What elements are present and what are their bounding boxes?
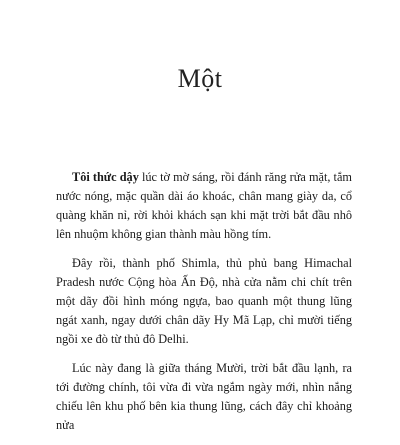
paragraph-2 — [56, 254, 352, 349]
paragraph-lead: Tôi thức dậy — [72, 170, 139, 184]
paragraph-text: lúc tờ mờ sáng, rồi đánh răng rửa mặt, tắm nước nóng, mặc quần dài áo khoác, chân mang giày da, cổ quàng khăn nỉ, rời khỏi khách sạn khi mặt trời bắt đầu nhô lên nhuộm không gian thành màu hồng tím. — [56, 170, 352, 241]
chapter-body — [56, 168, 352, 445]
paragraph-text: Đây rồi, thành phố Shimla, thủ phủ bang Himachal Pradesh nước Cộng hòa Ấn Độ, nhà cửa nằm chi chít trên một dãy đồi hình móng ngựa, bao quanh một thung lũng ngát xanh, ngay dưới chân dãy Hy Mã Lạp, chỉ mười tiếng ngồi xe đò từ thủ đô Delhi. — [56, 256, 352, 346]
paragraph-text: Lúc này đang là giữa tháng Mười, trời bắt đầu lạnh, ra tới đường chính, tôi vừa đi vừa ngắm ngày mới, nhìn nắng chiếu lên khu phố bên kia thung lũng, cách đây chỉ khoảng nửa — [56, 361, 352, 432]
paragraph-1 — [56, 168, 352, 244]
chapter-title: Một — [177, 64, 223, 93]
paragraph-3 — [56, 359, 352, 435]
